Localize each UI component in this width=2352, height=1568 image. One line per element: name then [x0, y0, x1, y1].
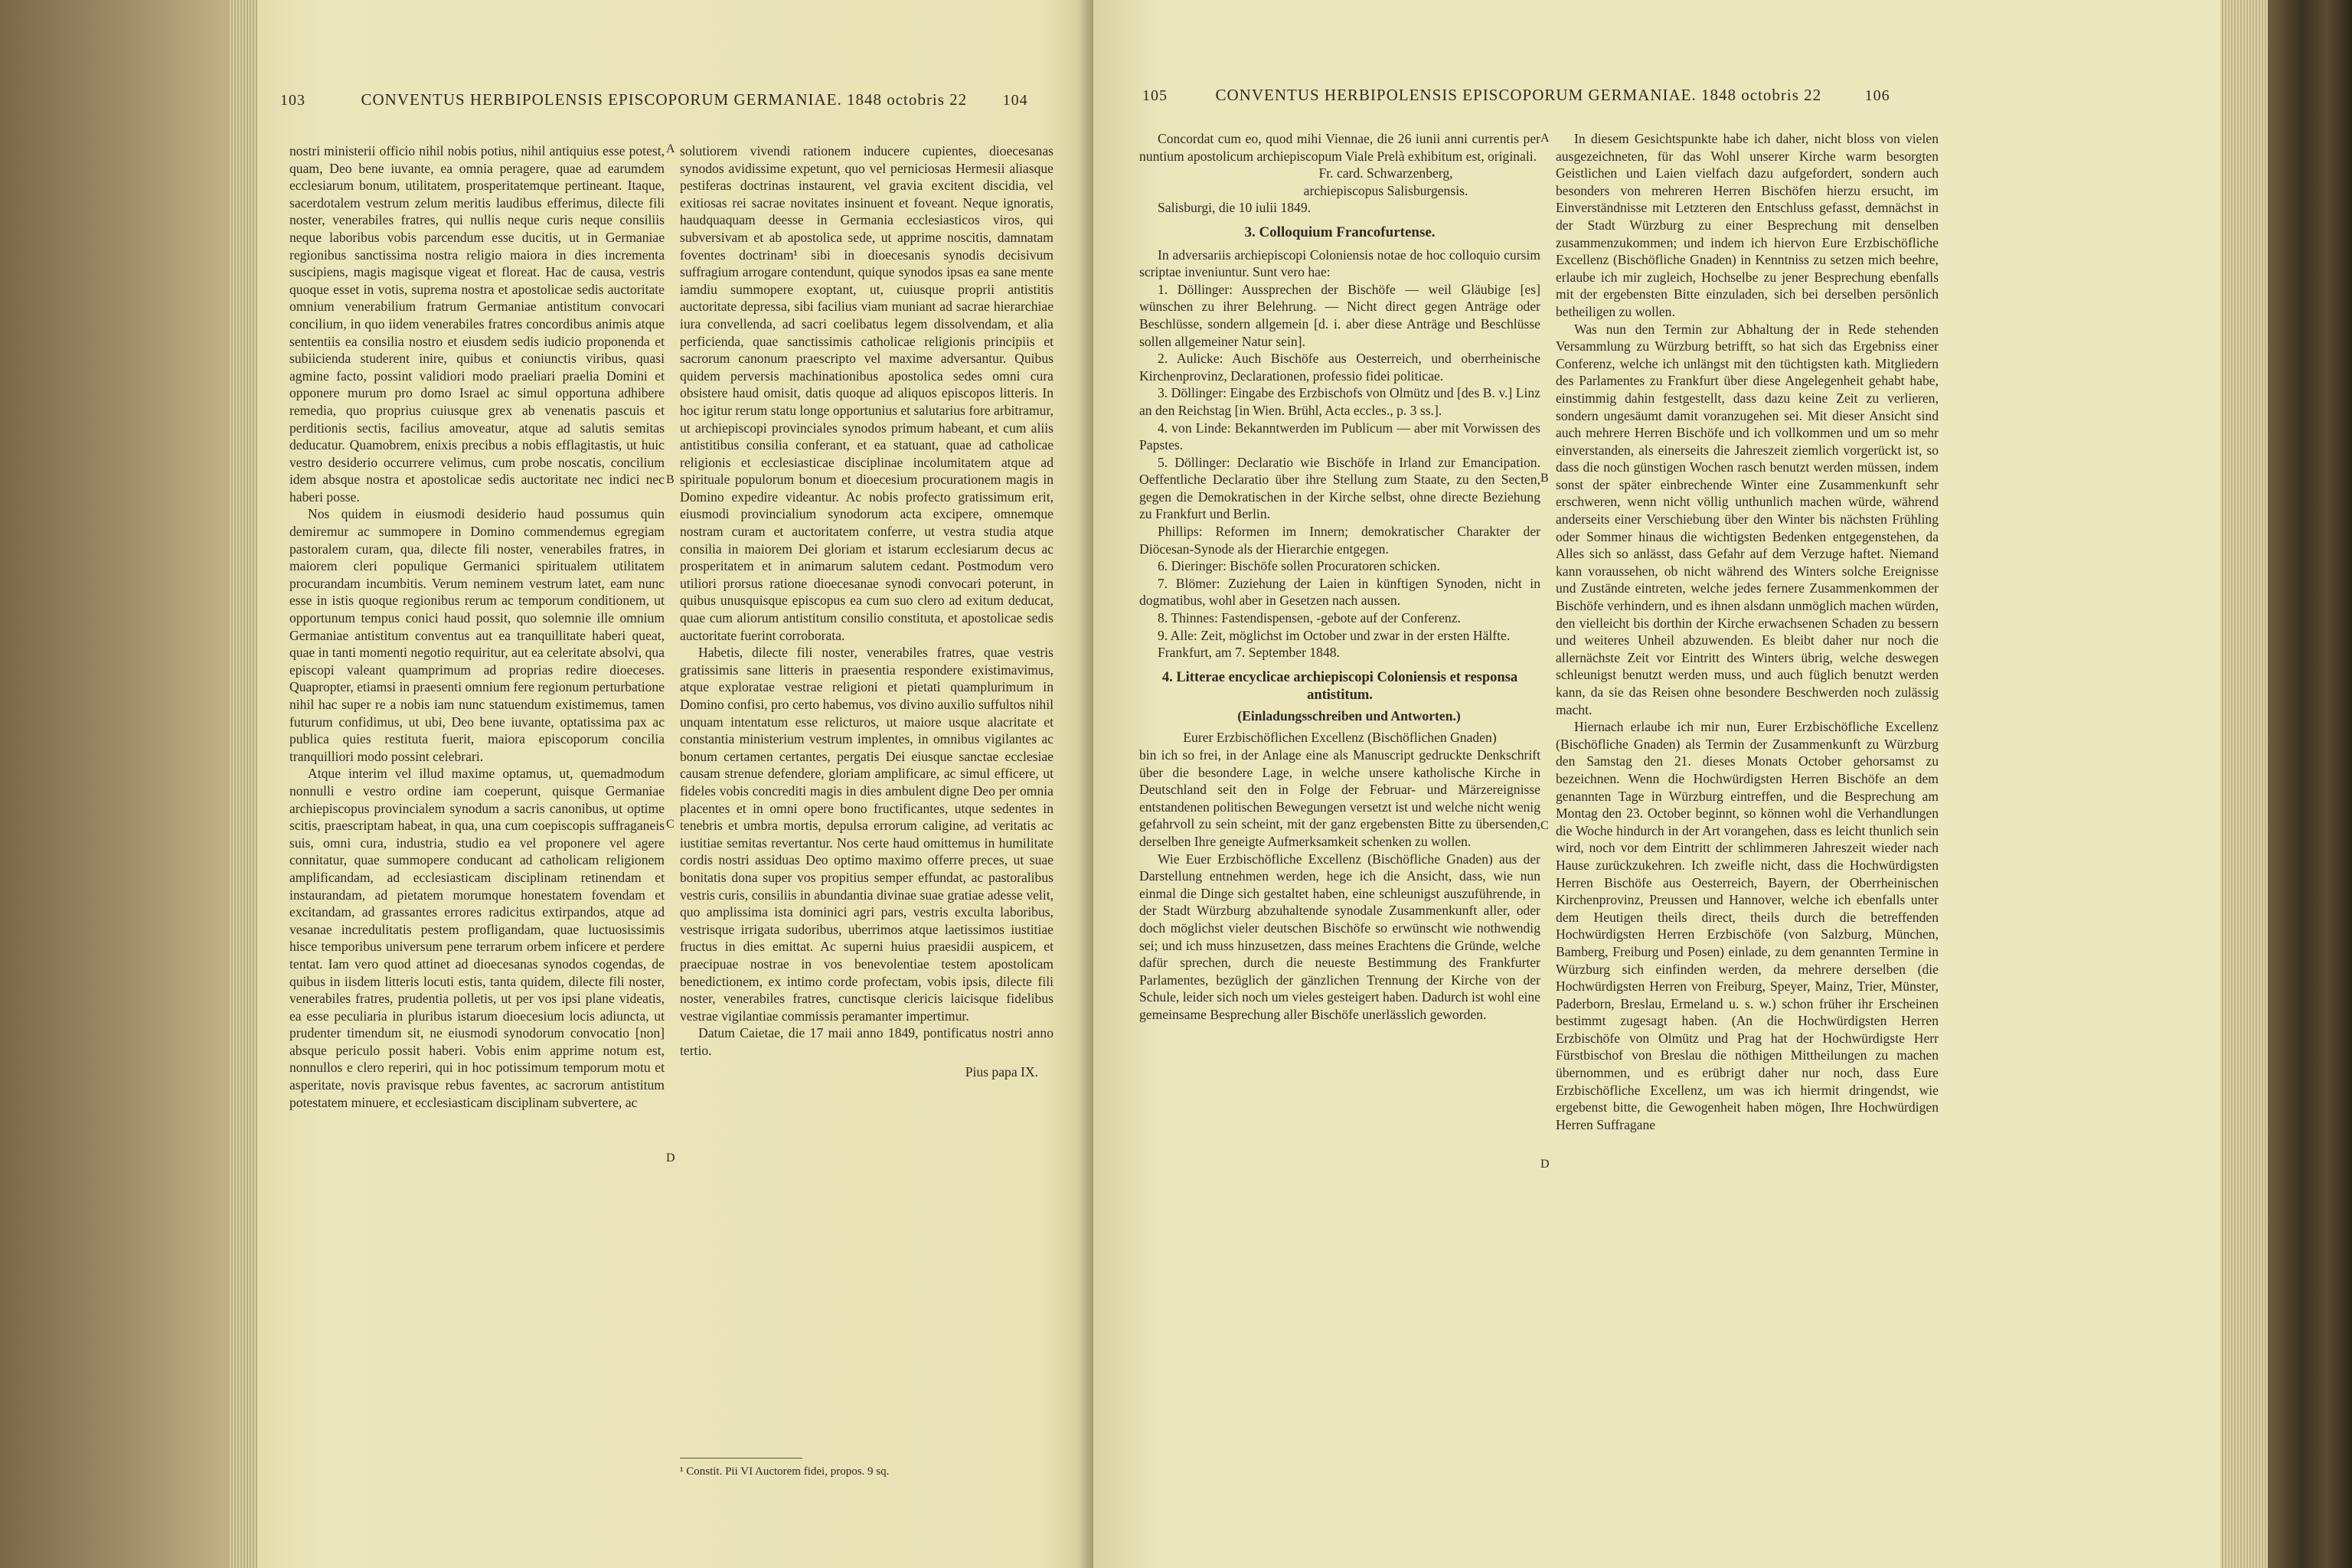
page-number-103: 103: [280, 92, 305, 109]
list-item: Phillips: Reformen im Innern; demokratischer Charakter der Diöcesan-Synode als der Hierarchie entgegen.: [1139, 524, 1540, 557]
margin-letter-d: D: [1540, 1158, 1550, 1171]
signature-title: archiepiscopus Salisburgensis.: [1303, 182, 1468, 198]
paragraph: Wie Euer Erzbischöfliche Excellenz (Bischöfliche Gnaden) aus der Darstellung entnehmen werden, hege ich die Ansicht, dass, wie nun einmal die Dinge sich gestaltet haben, eine schleunigst auszuführende, in der Stadt Würzburg abzuhaltende synodale Zusammenkunft aller, oder doch möglichst vieler deutschen Bischöfe so erwünscht wie nothwendig sei; und ich muss hinzusetzen, dass meines Erachtens die Gründe, welche dafür sprechen, durch die neueste Bestimmung des Frankfurter Parlamentes, bezüglich der gänzlichen Trennung der Kirche von der Schule, leider sich noch um vieles gesteigert haben. Dadurch ist wohl eine gemeinsame Besprechung aller Bischöfe unerlässlich geworden.: [1139, 851, 1540, 1022]
page-number-106: 106: [1864, 87, 1890, 104]
desk-background-right: [2268, 0, 2352, 1568]
margin-letter-c: C: [666, 818, 675, 831]
section-4-subtitle: (Einladungsschreiben und Antworten.): [1237, 707, 1461, 724]
section-3-title: 3. Colloquium Francofurtense.: [1244, 224, 1436, 240]
papal-signature: Pius papa IX.: [965, 1064, 1038, 1080]
paragraph: solutiorem vivendi rationem inducere cupientes, dioecesanas synodos avidissime expetunt, quo vel perniciosas Hermesii aliasque pestiferas doctrinas instaurent, vel gravia excitent discidia, vel exitiosas rei sacrae novitates insinuent et foveant. Neque ignoratis, haudquaquam deesse in Germania ecclesiasticos viros, qui subversivam et ab apostolica sede, ut apprime noscitis, damnatam foventes doctrinam¹ sibi in dioecesanis synodis decisivum suffragium arrogare contendunt, quique synodos ipsas ea sane mente iamdiu summopere exoptant, ut, cuiusque proprii antistitis auctoritate depressa, sibi facilius viam muniant ad sacrae hierarchiae iura convellenda, ad sacri coelibatus legem dissolvendam, et alia perficienda, quae sanctissimis catholicae religionis principiis et sacrorum canonum praescripto vel maxime adversantur. Quibus quidem perversis machinationibus apostolica sedes omni cura obsistere haud omisit, datis quoque ad aliquos episcopos litteris. In hoc igitur rerum statu longe opportunius et salutarius fore arbitramur, ut archiepiscopi provinciales synodos primum habeant, et cum aliis antistitibus consilia conferant, et ea statuant, quae ad catholicae religionis et ecclesiasticae disciplinae incolumitatem atque ad spirituale populorum bonum et dioecesium procurationem magis in Domino expedire videantur. Ac nobis profecto gratissimum erit, eiusmodi provincialium synodorum acta excipere, omnemque nostram curam et auctoritatem conferre, ut vestra studia atque consilia in maiorem Dei gloriam et istarum ecclesiarum decus ac prosperitatem et in animarum salutem cedant. Postmodum vero utiliori prorsus ratione dioecesanae synodi convocari poterunt, in quibus unusquisque episcopus ea cum suo clero ad exitum deducat, quae cum aliorum antistitum consilio constituta, et apostolicae sedis auctoritate fuerint corroborata.: [680, 143, 1054, 643]
footnote: ¹ Constit. Pii VI Auctorem fidei, propos. 9 sq.: [680, 1465, 890, 1478]
list-item: 7. Blömer: Zuziehung der Laien in künftigen Synoden, nicht in dogmatibus, wohl aber in Gesetzen nach aussen.: [1139, 575, 1540, 609]
section-4-title: 4. Litterae encyclicae archiepiscopi Coloniensis et responsa antistitum.: [1161, 669, 1518, 703]
list-item: 2. Aulicke: Auch Bischöfe aus Oesterreich, und oberrheinische Kirchenprovinz, Declarationen, professio fidei politicae.: [1139, 351, 1540, 384]
running-head-title: CONVENTUS HERBIPOLENSIS EPISCOPORUM GERMANIAE. 1848 octobris 22: [1215, 86, 1822, 104]
letter-address: Eurer Erzbischöflichen Excellenz (Bischöflichen Gnaden): [1183, 730, 1497, 746]
desk-background-left: [0, 0, 253, 1568]
paragraph: nostri ministerii officio nihil nobis potius, nihil antiquius esse potest, quam, Deo bene iuvante, ea omnia peragere, quae ad earumdem ecclesiarum bonum, utilitatem, prosperitatemque pertineant. Itaque, sacerdotalem vestrum zelum meritis laudibus efferimus, dilecte fili noster, venerabiles fratres, qui nullis neque curis neque consiliis neque laboribus vobis parcendum esse ducitis, ut in Germaniae regionibus sanctissima nostra religio maiora in dies incrementa suscipiens, magis magisque vigeat et floreat. Hac de causa, vestris quoque esset in votis, suprema nostra et apostolicae sedis auctoritate omnium venerabilium fratrum Germaniae antistitum convocari concilium, in quo iidem venerabiles fratres concordibus animis atque sententiis ea consilia nostro et eiusdem sedis iudicio proponenda et subiicienda studerent inire, quibus et coniunctis viribus, quasi agmine facto, possint validiori modo praeliari praelia Domini et opponere murum pro domo Israel ac simul opportuna adhibere remedia, quo proprius cuiusque grex ab venenatis pascuis et perditionis sectis, facilius amoveatur, atque ad salutis semitas deducatur. Quamobrem, enixis precibus a nobis efflagitastis, ut huic vestro desiderio occurrere velimus, cum probe noscatis, concilium idem absque nostra et apostolicae sedis auctoritate nec indici nec haberi posse.: [289, 143, 665, 505]
left-column-2: [680, 142, 1054, 1444]
margin-letter-b: B: [1540, 472, 1549, 485]
margin-letter-b: B: [666, 473, 675, 486]
list-item: 9. Alle: Zeit, möglichst im October und zwar in der ersten Hälfte.: [1158, 627, 1511, 643]
list-item: 4. von Linde: Bekanntwerden im Publicum — aber mit Vorwissen des Papstes.: [1139, 420, 1540, 453]
right-column-2: [1556, 130, 1939, 1508]
paragraph: Habetis, dilecte fili noster, venerabiles fratres, quae vestris gratissimis sane litteris in praesentia respondere existimavimus, atque exploratae vestrae religioni et pietati quamplurimum in Domino confisi, pro certo habemus, vos divino auxilio suffultos nihil unquam intentatum esse relicturos, ut maiore usque alacritate et constantia ministerium vestrum implentes, in omnibus vigilantes ac bonum certamen certantes, pergatis Dei eiusque sanctae ecclesiae causam strenue defendere, gloriam amplificare, ac simul efficere, ut fideles vobis concrediti magis in dies ambulent digne Deo per omnia placentes et in omni opere bono fructificantes, utque sedentes in tenebris et umbra mortis, depulsa errorum caligine, ad veritatis ac iustitiae semitas revertantur. Nos certe haud omittemus in humilitate cordis nostri assiduas Deo optimo maximo offerre preces, ut suae bonitatis dona super vos propitius semper effundat, ac pastoralibus vestris curis, consiliis in abundantia divinae suae gratiae adesse velit, quo amplissima ista dominici agri pars, vestris exculta laboribus, vestrisque irrigata sudoribus, uberrimos atque laetissimos iustitiae fructus in dies emittat. Ac superni huius praesidii auspicem, et praecipuae nostrae in vos benevolentiae testem apostolicam benedictionem, ex intimo corde profectam, vobis ipsis, dilecte fili noster, venerabiles fratres, cunctisque clericis laicisque fidelibus vestrae vigilantiae commissis peramanter impertimur.: [680, 645, 1054, 1024]
running-head-title: CONVENTUS HERBIPOLENSIS EPISCOPORUM GERMANIAE. 1848 octobris 22: [361, 90, 968, 109]
list-item: 1. Döllinger: Aussprechen der Bischöfe — weil Gläubige [es] wünschen zu ihrer Belehrung. — Nicht direct gegen Anträge oder Beschlüsse, sondern allgemein [d. i. aber diese Anträge und Beschlüsse sollen allgemeiner Natur sein].: [1139, 281, 1540, 349]
margin-letter-d: D: [666, 1152, 675, 1165]
footnote-rule: [680, 1458, 802, 1459]
list-item: 8. Thinnes: Fastendispensen, -gebote auf der Conferenz.: [1158, 610, 1461, 626]
left-column-1: [289, 142, 665, 1513]
paragraph: Was nun den Termin zur Abhaltung der in Rede stehenden Versammlung zu Würzburg betrifft, so hat sich das Ergebniss einer Conferenz, welche ich unlängst mit den tüchtigsten kath. Mitgliedern des Parlamentes zu Frankfurt über diese Angelegenheit gehabt habe, einstimmig dahin festgestellt, dass dazu keine Zeit zu verlieren, sondern ungesäumt damit voranzugehen sei. Mit dieser Ansicht sind auch mehrere Herren Bischöfe und ich vollkommen und um so mehr einverstanden, als einerseits die Jahreszeit ziemlich vorgerückt ist, so dass die noch günstigen Wochen rasch benutzt werden müssen, indem sonst der später einbrechende Winter eine Zusammenkunft sehr erschweren, wenn nicht völlig unthunlich machen würde, während anderseits einer Verschiebung über den Winter bis nächsten Frühling oder Sommer hinaus die wichtigsten Bedenken entgegenstehen, da Alles sich so anlässt, dass Gefahr auf dem Verzuge haftet. Niemand kann voraussehen, ob nicht während des Winters solche Ereignisse und Zustände eintreten, welche jedes fernere Zusammenkommen der Bischöfe verhindern, und es ihnen alsdann unmöglich machen würden, den vielleicht bis dorthin der Kirche erwachsenen Schaden zu bessern und weiteres Unheil abzuwenden. Es bleibt daher nur noch die allernächste Zeit vor Eintritt des Winters übrig, welche deswegen schleunigst benutzt werden muss, und auch füglich benutzt werden kann, da sie das Reisen ohne besondere Beschwerden noch zulässig macht.: [1556, 321, 1939, 717]
paragraph: In diesem Gesichtspunkte habe ich daher, nicht bloss von vielen ausgezeichneten, für das Wohl unserer Kirche warm besorgten Geistlichen und Laien vielfach dazu aufgefordert, sondern auch besonders von mehreren Herren Bischöfen hierzu ersucht, im Einverständnisse mit Letzteren den Entschluss gefasst, demnächst in der Stadt Würzburg zu einer Besprechung mit denselben zusammenzukommen; und indem ich hiervon Eure Erzbischöfliche Excellenz (Bischöfliche Gnaden) in Kenntniss zu setzen mich beehre, erlaube ich mir zugleich, Hochselbe zu jener Besprechung ebenfalls mit der ergebensten Bitte einzuladen, sich bei derselben persönlich betheiligen zu wollen.: [1556, 131, 1939, 319]
right-page: [1093, 0, 2223, 1568]
margin-letter-a: A: [1540, 132, 1550, 145]
paragraph: Concordat cum eo, quod mihi Viennae, die 26 iunii anni currentis per nuntium apostolicum archiepiscopum Viale Prelà exhibitum est, originali.: [1139, 131, 1540, 164]
left-page: [257, 0, 1093, 1568]
paragraph: In adversariis archiepiscopi Coloniensis notae de hoc colloquio cursim scriptae inveniuntur. Sunt vero hae:: [1139, 247, 1540, 280]
right-running-head: [1142, 86, 1890, 105]
dating-line: Frankfurt, am 7. September 1848.: [1158, 645, 1340, 661]
left-running-head: [280, 90, 1028, 109]
list-item: 6. Dieringer: Bischöfe sollen Procuratoren schicken.: [1158, 558, 1440, 574]
right-column-1: [1139, 130, 1540, 1508]
page-edges-right: [2220, 0, 2268, 1568]
margin-letter-c: C: [1540, 819, 1549, 832]
page-edges-left: [230, 0, 260, 1568]
dating-line: Salisburgi, die 10 iulii 1849.: [1158, 200, 1312, 216]
paragraph: Nos quidem in eiusmodi desiderio haud possumus quin demiremur ac summopere in Domino commendemus egregiam pastoralem curam, qua, dilecte fili noster, venerabiles fratres, in maiorem cleri populique Germanici spiritualem utilitatem procurandam incumbitis. Verum neminem vestrum latet, eam nunc esse in istis quoque regionibus rerum ac temporum conditionem, ut opportunum tempus conici haud possit, quo solemnie ille omnium Germaniae antistitum conventus aut ea tranquillitate haberi queat, quae in tanti momenti negotio requiritur, aut ea celeritate absolvi, qua episcopi valeant quamprimum ad proprias redire dioeceses. Quapropter, etiamsi in praesenti omnium fere regionum perturbatione nihil hac super re a nobis iam nunc statuendum existimemus, tamen futurum confidimus, ut ubi, Deo bene iuvante, optatissima pax ac publica quies restituta fuerit, maiora episcoporum concilia tranquilliori modo possint celebrari.: [289, 506, 665, 764]
paragraph: Hiernach erlaube ich mir nun, Eurer Erzbischöfliche Excellenz (Bischöfliche Gnaden) als Termin der Zusammenkunft zu Würzburg den Samstag den 21. dieses Monats October gehorsamst zu bezeichnen. Wenn die Hochwürdigsten Herren Bischöfe an dem genannten Tage in Würzburg eintreffen, und die Besprechung am Montag den 23. October beginnt, so können wohl die Verhandlungen die Woche hindurch in der Art vorangehen, dass es leicht thunlich sein wird, noch vor dem Eintritt der schlimmeren Jahreszeit wieder nach Hause zurückzukehren. Ich zweifle nicht, dass die Hochwürdigsten Herren Bischöfe aus Oesterreich, Bayern, der Oberrheinischen Kirchenprovinz, Preussen und Hannover, welche ich ebenfalls unter dem Heutigen theils direct, theils durch die betreffenden Hochwürdigsten Herren Erzbischöfe (von Salzburg, München, Bamberg, Freiburg und Posen) einlade, zu dem genannten Termine in Würzburg sich einfinden werden, da mehrere derselben (die Hochwürdigsten Herren von Freiburg, Speyer, Mainz, Trier, Münster, Paderborn, Breslau, Ermeland u. s. w.) schon früher ihr Erscheinen bestimmt zugesagt haben. (An die Hochwürdigsten Herren Erzbischöfe von Olmütz und Prag hat der Hochwürdigste Herr Fürstbischof von Breslau die nöthigen Mittheilungen zu machen übernommen, und es erübrigt daher nur noch, dass Eure Erzbischöfliche Excellenz, um was ich hiermit dringendst, wie ergebenst bitte, die Gewogenheit haben mögen, Ihre Hochwürdigen Herren Suffragane: [1556, 719, 1939, 1132]
page-number-104: 104: [1002, 92, 1028, 109]
paragraph: bin ich so frei, in der Anlage eine als Manuscript gedruckte Denkschrift über die besondere Lage, in welche unsere katholische Kirche in Deutschland seit den in Folge der Februar- und Märzereignisse entstandenen politischen Bewegungen versetzt ist und welche nicht wenig gefahrvoll zu sein scheint, mit der ganz ergebensten Bitte zu übersenden, derselben Ihre geneigte Aufmerksamkeit schenken zu wollen.: [1139, 747, 1540, 849]
list-item: 5. Döllinger: Declaratio wie Bischöfe in Irland zur Emancipation. Oeffentliche Declaratio über ihre Stellung zum Staate, zu den Secten, gegen die Demokratischen in der Kirche selbst, ohne directe Beziehung zu Frankfurt und Berlin.: [1139, 454, 1540, 522]
dating-line: Datum Caietae, die 17 maii anno 1849, pontificatus nostri anno tertio.: [680, 1025, 1054, 1058]
list-item: 3. Döllinger: Eingabe des Erzbischofs von Olmütz und [des B. v.] Linz an den Reichstag [in Wien. Brühl, Acta eccles., p. 3 ss.].: [1139, 385, 1540, 418]
signature-name: Fr. card. Schwarzenberg,: [1318, 165, 1453, 181]
page-number-105: 105: [1142, 87, 1168, 104]
paragraph: Atque interim vel illud maxime optamus, ut, quemadmodum nonnulli e vestro ordine iam coeperunt, quisque Germaniae archiepiscopus provincialem synodum a sacris canonibus, ut optime scitis, praescriptam habeat, in qua, una cum coepiscopis suffraganeis suis, omni cura, industria, studio ea vel proponere vel agere connitatur, quae summopere conducant ad catholicam religionem amplificandam, ad ecclesiasticam disciplinam retinendam et instaurandam, ad pietatem morumque honestatem fovendam et excitandam, ad grassantes errores radicitus extirpandos, atque ad vesanae incredulitatis pestem profligandam, quae luctuosissimis hisce temporibus universum pene terrarum orbem inficere et perdere tentat. Iam vero quod attinet ad dioecesanas synodos cogendas, de quibus in iisdem litteris locuti estis, tanta quidem, dilecte fili noster, venerabiles fratres, prudentia polletis, ut per vos ipsi plane videatis, ea esse peculiaria in pluribus istarum dioecesium locis adiuncta, ut prudenter timendum sit, ne eiusmodi synodorum convocatio [non] absque periculo possit haberi. Vobis enim apprime notum est, nonnullos e clero reperiri, qui in hoc potissimum temporum motu et asperitate, novis pravisque rebus faventes, ac sacrorum antistitum potestatem minuere, et ecclesiasticam disciplinam subvertere, ac: [289, 766, 665, 1110]
margin-letter-a: A: [666, 142, 675, 155]
